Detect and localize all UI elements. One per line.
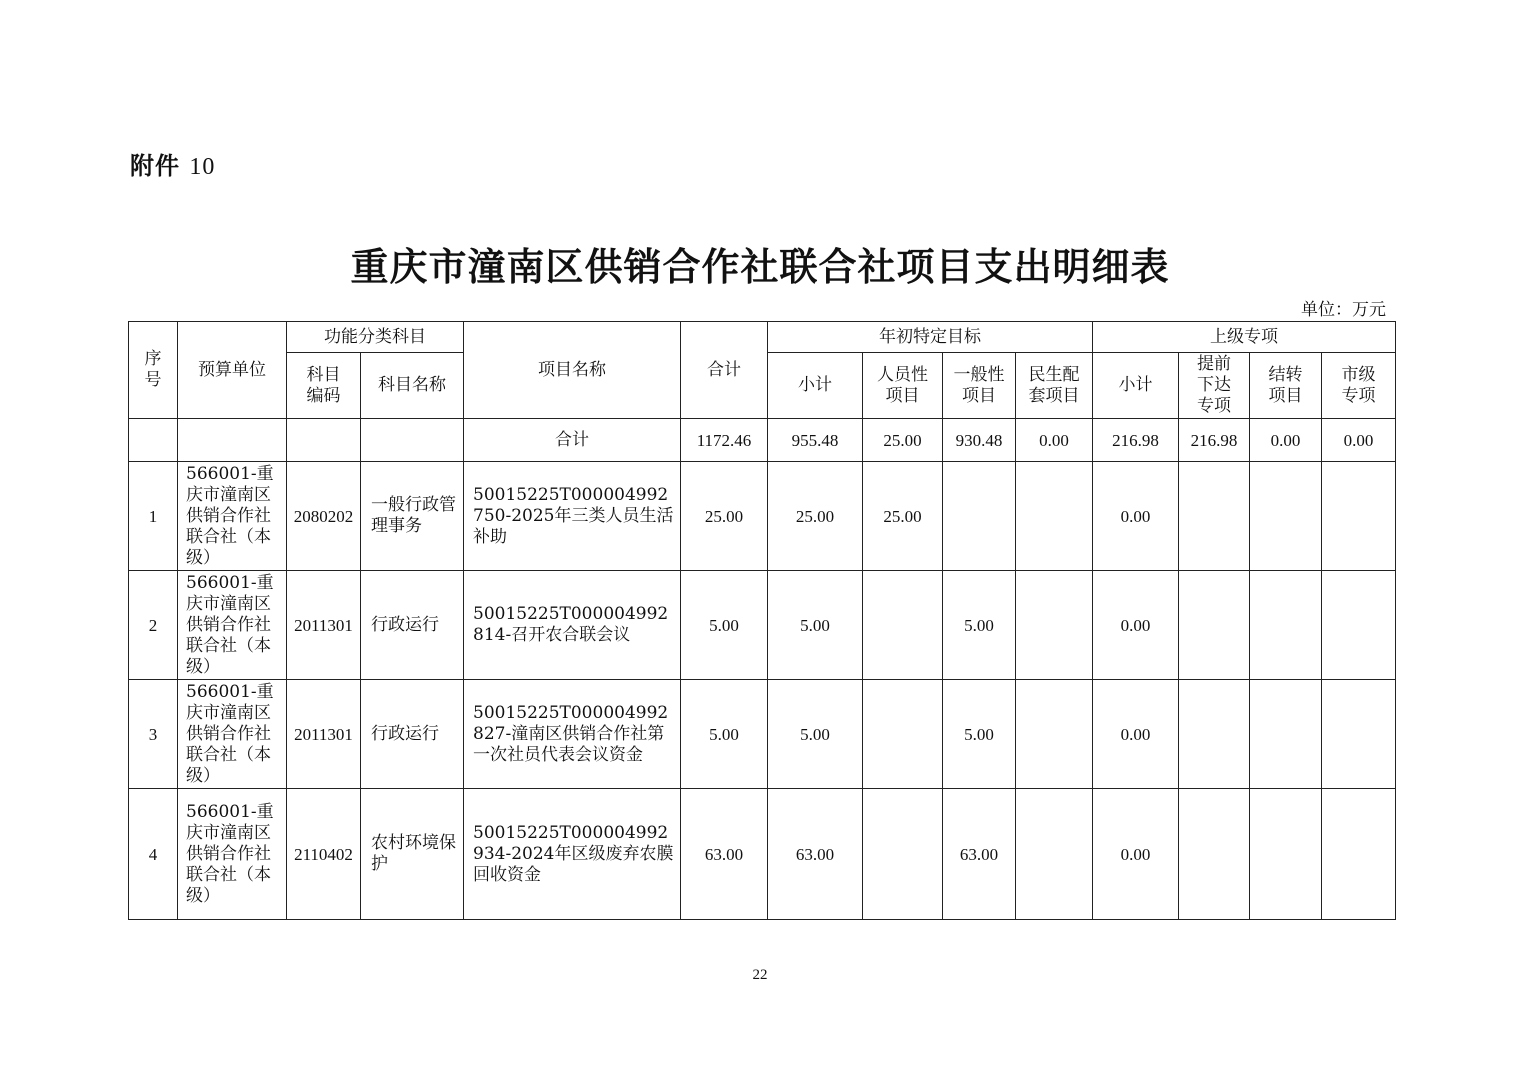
row-seq: 3 [129, 680, 178, 789]
row-seq: 4 [129, 789, 178, 920]
row-total: 63.00 [681, 789, 768, 920]
row-personnel [863, 789, 943, 920]
header-subject-code: 科目编码 [287, 353, 361, 419]
page-title: 重庆市潼南区供销合作社联合社项目支出明细表 [350, 244, 1170, 289]
header-subject-name: 科目名称 [361, 353, 464, 419]
row-annual-subtotal: 25.00 [768, 462, 863, 571]
row-project: 50015225T000004992814-召开农合联会议 [464, 571, 681, 680]
row-advance [1179, 462, 1250, 571]
row-subject: 行政运行 [361, 571, 464, 680]
row-code: 2110402 [287, 789, 361, 920]
total-general: 930.48 [943, 419, 1016, 462]
total-city: 0.00 [1322, 419, 1396, 462]
header-city: 市级专项 [1322, 353, 1396, 419]
header-carryover: 结转项目 [1250, 353, 1322, 419]
project-expense-table [128, 321, 1396, 920]
row-personnel [863, 571, 943, 680]
header-general: 一般性项目 [943, 353, 1016, 419]
row-carryover [1250, 789, 1322, 920]
row-city [1322, 789, 1396, 920]
header-budget-unit: 预算单位 [178, 322, 287, 419]
row-general: 5.00 [943, 571, 1016, 680]
row-unit: 566001-重庆市潼南区供销合作社联合社（本级） [178, 462, 287, 571]
row-code: 2011301 [287, 680, 361, 789]
header-superior-group: 上级专项 [1093, 322, 1396, 353]
row-advance [1179, 789, 1250, 920]
row-subject: 农村环境保护 [361, 789, 464, 920]
header-annual-subtotal: 小计 [768, 353, 863, 419]
row-superior-subtotal: 0.00 [1093, 789, 1179, 920]
total-carryover: 0.00 [1250, 419, 1322, 462]
unit-label: 单位：万元 [1301, 300, 1386, 320]
row-superior-subtotal: 0.00 [1093, 680, 1179, 789]
row-livelihood [1016, 462, 1093, 571]
total-row [129, 419, 1396, 462]
row-project: 50015225T000004992827-潼南区供销合作社第一次社员代表会议资金 [464, 680, 681, 789]
row-seq: 2 [129, 571, 178, 680]
table-row [129, 462, 1396, 571]
table-row [129, 789, 1396, 920]
row-livelihood [1016, 680, 1093, 789]
total-advance: 216.98 [1179, 419, 1250, 462]
row-carryover [1250, 462, 1322, 571]
row-total: 5.00 [681, 571, 768, 680]
row-total: 25.00 [681, 462, 768, 571]
row-advance [1179, 571, 1250, 680]
page-number: 22 [752, 967, 768, 983]
row-personnel: 25.00 [863, 462, 943, 571]
total-value: 1172.46 [681, 419, 768, 462]
row-livelihood [1016, 789, 1093, 920]
row-city [1322, 462, 1396, 571]
row-annual-subtotal: 5.00 [768, 571, 863, 680]
row-unit: 566001-重庆市潼南区供销合作社联合社（本级） [178, 571, 287, 680]
row-general: 5.00 [943, 680, 1016, 789]
total-livelihood: 0.00 [1016, 419, 1093, 462]
row-project: 50015225T000004992750-2025年三类人员生活补助 [464, 462, 681, 571]
table-row [129, 571, 1396, 680]
row-superior-subtotal: 0.00 [1093, 462, 1179, 571]
row-city [1322, 571, 1396, 680]
attachment-label [130, 146, 215, 181]
attachment-number: 10 [189, 154, 216, 180]
header-func-group: 功能分类科目 [287, 322, 464, 353]
row-annual-subtotal: 63.00 [768, 789, 863, 920]
total-label: 合计 [464, 419, 681, 462]
row-advance [1179, 680, 1250, 789]
row-general: 63.00 [943, 789, 1016, 920]
header-annual-group: 年初特定目标 [768, 322, 1093, 353]
total-annual-subtotal: 955.48 [768, 419, 863, 462]
header-advance: 提前下达专项 [1179, 353, 1250, 419]
row-general [943, 462, 1016, 571]
row-subject: 一般行政管理事务 [361, 462, 464, 571]
header-personnel: 人员性项目 [863, 353, 943, 419]
row-city [1322, 680, 1396, 789]
row-personnel [863, 680, 943, 789]
row-unit: 566001-重庆市潼南区供销合作社联合社（本级） [178, 680, 287, 789]
header-total: 合计 [681, 322, 768, 419]
row-code: 2011301 [287, 571, 361, 680]
row-total: 5.00 [681, 680, 768, 789]
row-project: 50015225T000004992934-2024年区级废弃农膜回收资金 [464, 789, 681, 920]
row-annual-subtotal: 5.00 [768, 680, 863, 789]
total-personnel: 25.00 [863, 419, 943, 462]
header-superior-subtotal: 小计 [1093, 353, 1179, 419]
row-livelihood [1016, 571, 1093, 680]
row-carryover [1250, 571, 1322, 680]
attachment-text: 附件 [130, 151, 180, 180]
row-superior-subtotal: 0.00 [1093, 571, 1179, 680]
table-row [129, 680, 1396, 789]
row-carryover [1250, 680, 1322, 789]
header-seq: 序号 [129, 322, 178, 419]
header-livelihood: 民生配套项目 [1016, 353, 1093, 419]
row-code: 2080202 [287, 462, 361, 571]
row-subject: 行政运行 [361, 680, 464, 789]
total-superior-subtotal: 216.98 [1093, 419, 1179, 462]
row-unit: 566001-重庆市潼南区供销合作社联合社（本级） [178, 789, 287, 920]
header-project-name: 项目名称 [464, 322, 681, 419]
row-seq: 1 [129, 462, 178, 571]
